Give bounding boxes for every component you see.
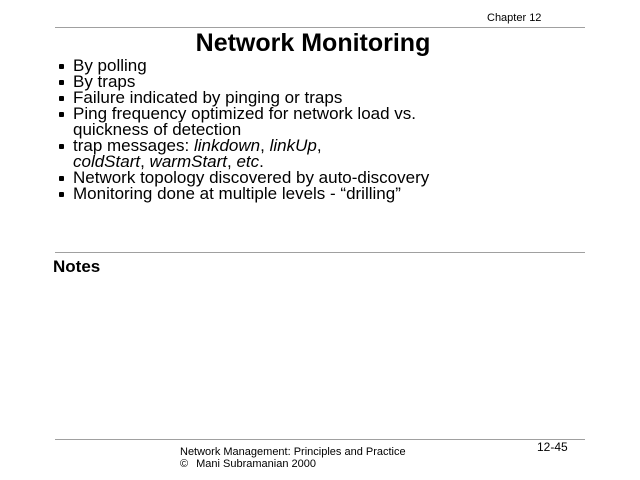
bullet-list	[58, 58, 429, 202]
slide-title: Network Monitoring	[195, 29, 431, 57]
bullet-text: ,	[260, 136, 270, 155]
bullet-dot-icon	[59, 176, 64, 181]
bullet-dot-icon	[59, 192, 64, 197]
chapter-label: Chapter 12	[487, 12, 542, 24]
footer	[180, 446, 406, 470]
bullet-text: trap messages:	[73, 136, 194, 155]
bullet-text-italic: etc	[236, 152, 260, 171]
bullet-text: By traps	[73, 72, 136, 91]
bullet-item	[58, 186, 429, 202]
footer-copyright	[180, 458, 406, 470]
page-number: 12-45	[537, 440, 568, 454]
bullet-text: Monitoring done at multiple levels - “drilling”	[73, 184, 401, 203]
footer-book-title: Network Management: Principles and Practice	[180, 446, 406, 458]
notes-heading: Notes	[53, 257, 101, 276]
bullet-text: Ping frequency optimized for network load vs.	[73, 104, 417, 123]
bullet-text: quickness of detection	[73, 120, 242, 139]
notes-divider	[55, 252, 585, 253]
bullet-text-italic: coldStart	[73, 152, 141, 171]
copyright-symbol: ©	[180, 458, 189, 470]
bullet-item	[58, 106, 429, 138]
footer-author: Mani Subramanian 2000	[196, 458, 316, 470]
footer-divider	[55, 439, 585, 440]
bullet-text: By polling	[73, 56, 147, 75]
bullet-text: ,	[316, 136, 322, 155]
bullet-text: ,	[227, 152, 237, 171]
bullet-item	[58, 138, 429, 170]
bullet-text: .	[259, 152, 264, 171]
bullet-text: ,	[140, 152, 150, 171]
bullet-text: Network topology discovered by auto-discovery	[73, 168, 430, 187]
bullet-dot-icon	[59, 144, 64, 149]
bullet-text: Failure indicated by pinging or traps	[73, 88, 343, 107]
bullet-line	[73, 186, 429, 202]
bullet-text-italic: warmStart	[149, 152, 228, 171]
bullet-dot-icon	[59, 96, 64, 101]
bullet-dot-icon	[59, 64, 64, 69]
bullet-text-italic: linkdown	[193, 136, 261, 155]
bullet-dot-icon	[59, 80, 64, 85]
bullet-text-italic: linkUp	[269, 136, 317, 155]
bullet-dot-icon	[59, 112, 64, 117]
